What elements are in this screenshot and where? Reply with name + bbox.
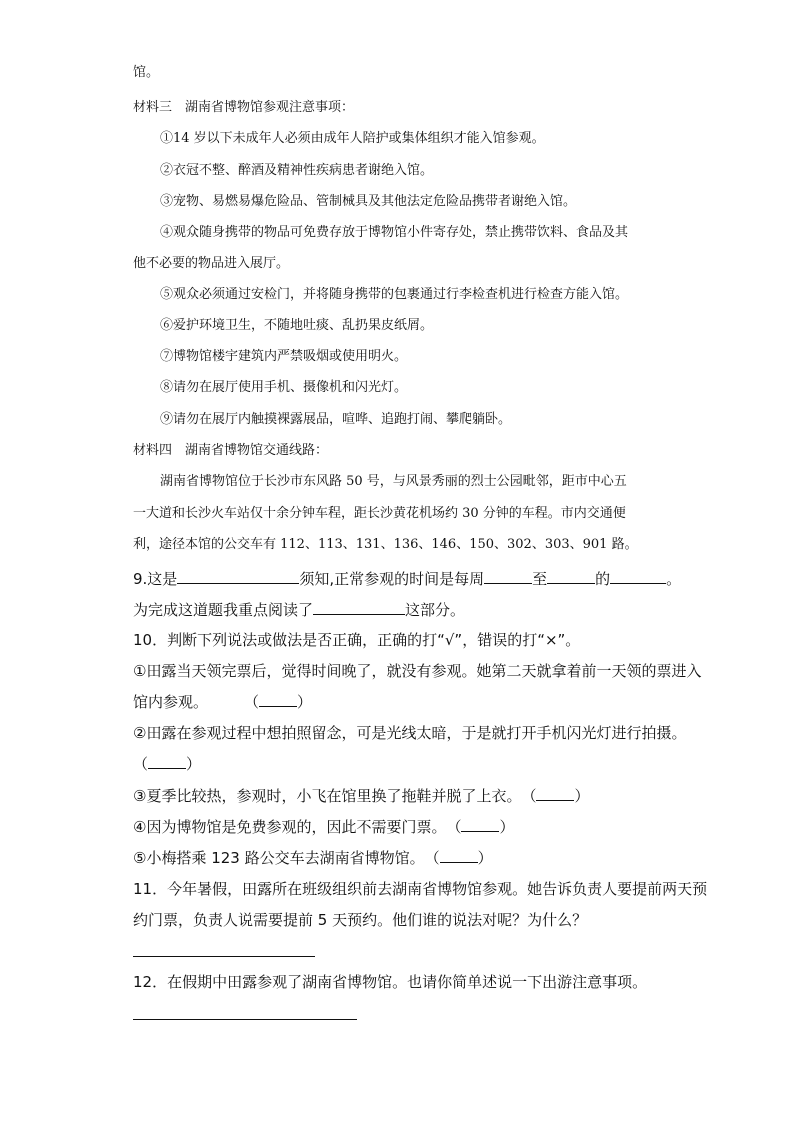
- q9-blank-end-day[interactable]: [547, 567, 595, 584]
- q10-item-4: ④因为博物馆是免费参观的，因此不需要门票。（ ）: [133, 818, 515, 836]
- rule-item: ③宠物、易燃易爆危险品、管制械具及其他法定危险品携带者谢绝入馆。: [160, 194, 577, 209]
- rule-item: ⑦博物馆楼宇建筑内严禁吸烟或使用明火。: [160, 349, 408, 364]
- q10-answer-4[interactable]: （ ）: [446, 818, 515, 836]
- q9-blank-notice-type[interactable]: [177, 567, 299, 584]
- question-11-line1: 11．今年暑假，田露所在班级组织前去湖南省博物馆参观。她告诉负责人要提前两天预: [133, 880, 708, 898]
- q10-item-2-line2: [133, 754, 201, 774]
- q10-item-1-line1: ①田露当天领完票后，觉得时间晚了，就没有参观。她第二天就拿着前一天领的票进入: [133, 662, 702, 680]
- rule-item: ⑨请勿在展厅内触摸裸露展品，喧哗、追跑打闹、攀爬躺卧。: [160, 412, 512, 427]
- rule-item: ②衣冠不整、醉酒及精神性疾病患者谢绝入馆。: [160, 163, 434, 178]
- route-line: 湖南省博物馆位于长沙市东风路 50 号，与风景秀丽的烈士公园毗邻，距市中心五: [160, 474, 627, 489]
- material4-heading: 材料四 湖南省博物馆交通线路：: [133, 443, 329, 458]
- question-12-line1: 12．在假期中田露参观了湖南省博物馆。也请你简单述说一下出游注意事项。: [133, 973, 648, 991]
- route-line: 一大道和长沙火车站仅十余分钟车程，距长沙黄花机场约 30 分钟的车程。市内交通便: [133, 506, 626, 521]
- q10-item-3: ③夏季比较热，参观时，小飞在馆里换了拖鞋并脱了上衣。（ ）: [133, 787, 590, 805]
- q10-answer-1[interactable]: （ ）: [244, 693, 313, 711]
- rule-item: ⑤观众必须通过安检门，并将随身携带的包裹通过行李检查机进行检查方能入馆。: [160, 287, 629, 302]
- q10-item-1-line2: 馆内参观。 （ ）: [133, 693, 313, 711]
- rule-item: ④观众随身携带的物品可免费存放于博物馆小件寄存处，禁止携带饮料、食品及其: [160, 225, 629, 240]
- q10-item-5: ⑤小梅搭乘 123 路公交车去湖南省博物馆。（ ）: [133, 849, 493, 867]
- q12-answer-line[interactable]: [133, 1019, 357, 1020]
- q10-answer-3[interactable]: （ ）: [521, 787, 590, 805]
- question-11-line2: 约门票，负责人说需要提前 5 天预约。他们谁的说法对呢？为什么？: [133, 911, 588, 929]
- q11-answer-line[interactable]: [133, 956, 315, 957]
- question-10-intro: 10．判断下列说法或做法是否正确，正确的打“√”，错误的打“×”。: [133, 631, 581, 649]
- q10-item-2-line1: ②田露在参观过程中想拍照留念，可是光线太暗，于是就打开手机闪光灯进行拍摄。: [133, 724, 687, 742]
- q10-answer-2[interactable]: （ ）: [133, 755, 202, 773]
- material3-heading: 材料三 湖南省博物馆参观注意事项：: [133, 100, 355, 115]
- material3-tail: 馆。: [133, 65, 160, 80]
- question-9-line1: 9.这是 须知,正常参观的时间是每周 至 的 。: [133, 567, 681, 589]
- rule-item: ⑧请勿在展厅使用手机、摄像机和闪光灯。: [160, 380, 408, 395]
- route-line: 利，途径本馆的公交车有 112、113、131、136、146、150、302、303、901 路。: [133, 537, 638, 552]
- rule-item: ⑥爱护环境卫生，不随地吐痰、乱扔果皮纸屑。: [160, 318, 434, 333]
- question-9-line2: 为完成这道题我重点阅读了 这部分。: [133, 598, 465, 620]
- q9-blank-time[interactable]: [610, 567, 666, 584]
- rule-item: 他不必要的物品进入展厅。: [133, 256, 290, 271]
- rule-item: ①14 岁以下未成年人必须由成年人陪护或集体组织才能入馆参观。: [160, 131, 545, 146]
- q9-blank-start-day[interactable]: [484, 567, 532, 584]
- q9-blank-section[interactable]: [313, 598, 405, 615]
- q10-answer-5[interactable]: （ ）: [424, 849, 493, 867]
